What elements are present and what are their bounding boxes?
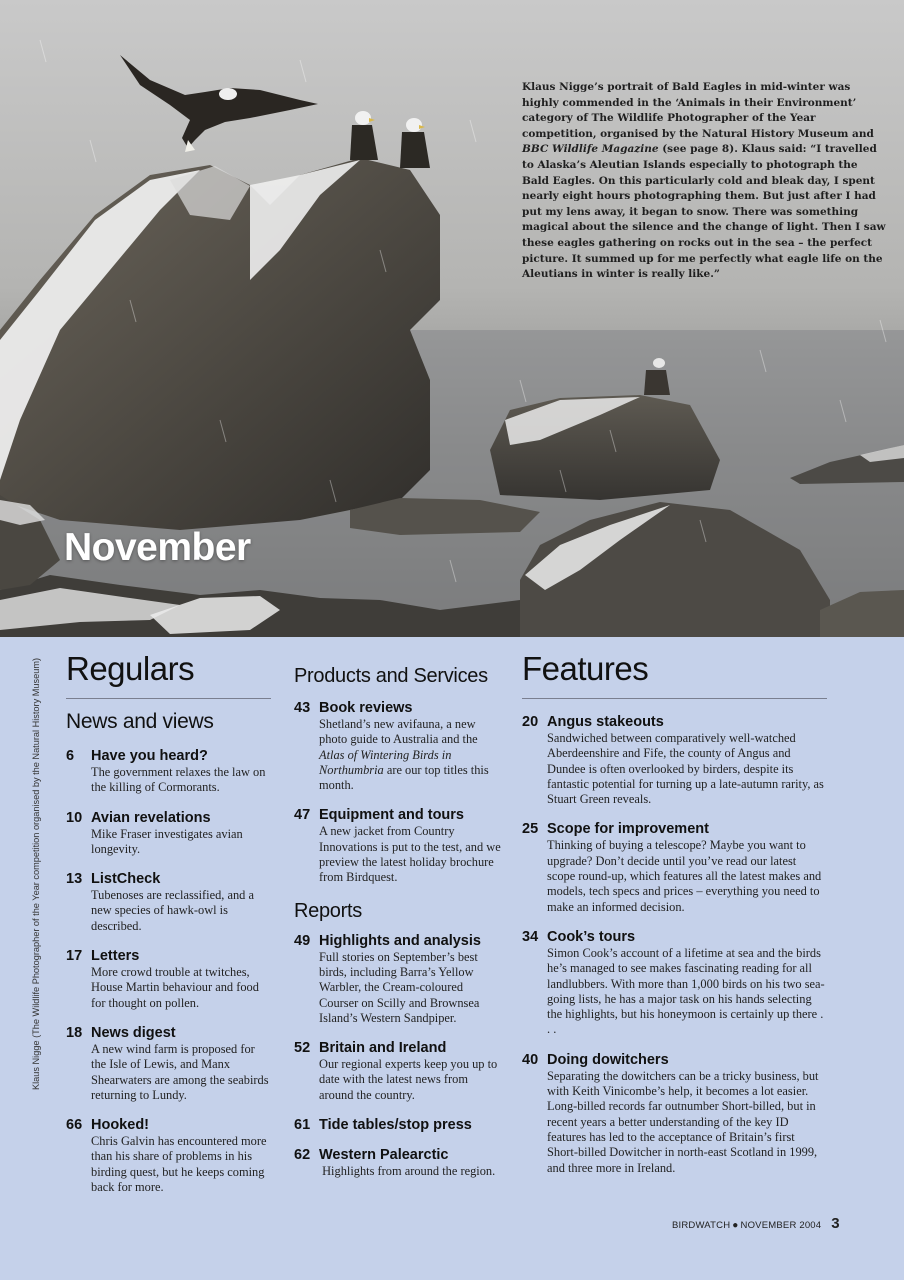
page-number: 10	[66, 809, 83, 826]
entry-description: Mike Fraser investigates avian longevity.	[91, 826, 243, 856]
entry-description: More crowd trouble at twitches, House Martin behaviour and food for thought on pollen.	[91, 965, 259, 1010]
contents-entry[interactable]	[66, 948, 271, 1011]
products-reports-column	[294, 650, 502, 1193]
contents-entry[interactable]	[294, 933, 502, 1026]
contents-entry[interactable]	[294, 1117, 502, 1134]
contents-entry[interactable]	[66, 810, 271, 858]
entry-title: ListCheck	[91, 871, 161, 888]
page-number: 34	[522, 928, 539, 945]
photo-caption: Klaus Nigge’s portrait of Bald Eagles in mid-winter was highly commended in the ‘Animals in their Environment’ category of The Wildlife Photographer of the Year competition, organised by the Natural History Museum and BBC Wildlife Magazine (see page 8). Klaus said: “I travelled to Alaska’s Aleutian Islands especially to photograph the Bald Eagles. On this particularly cold and bleak day, I spent nearly eight hours photographing them. But just after I had put my lens away, it began to snow. There was something magical about the silence and the change of light. Then I saw these eagles gathering on rocks out in the sea – the perfect picture. It summed up for me perfectly what eagle life on the Aleutians in winter is really like.”	[522, 81, 886, 281]
entry-title: Western Palearctic	[319, 1147, 449, 1164]
page-number: 40	[522, 1051, 539, 1068]
regulars-heading: Regulars	[66, 650, 271, 699]
features-column	[522, 650, 827, 1190]
entry-title: Highlights and analysis	[319, 932, 481, 949]
entry-description: Our regional experts keep you up to date with the latest news from around the country.	[319, 1057, 498, 1102]
contents-entry[interactable]	[294, 1040, 502, 1103]
contents-entry[interactable]	[294, 807, 502, 885]
contents-entry[interactable]	[294, 700, 502, 793]
magazine-name: BBC Wildlife Magazine	[522, 143, 659, 156]
contents-entry[interactable]	[522, 1052, 827, 1176]
entry-title: Hooked!	[91, 1117, 149, 1134]
page-number: 49	[294, 932, 311, 949]
page-number: 61	[294, 1117, 311, 1134]
contents-entry[interactable]	[294, 1147, 502, 1179]
news-and-views-heading: News and views	[66, 710, 214, 733]
entry-description: Simon Cook’s account of a lifetime at sea and the birds he’s managed to see makes fascinating reading for all landlubbers. With more than 1,000 birds on his two sea-going lists, he has a major task on his hands selecting the highlights, but his honeymoon is certainly up there . . .	[547, 945, 825, 1037]
entry-title: Letters	[91, 948, 140, 965]
entry-title: Doing dowitchers	[547, 1051, 669, 1068]
entry-description: Tubenoses are reclassified, and a new species of hawk-owl is described.	[91, 888, 254, 933]
contents-entry[interactable]	[66, 748, 271, 796]
page-number: 66	[66, 1117, 83, 1134]
entry-title: Equipment and tours	[319, 807, 464, 824]
page-number: 17	[66, 948, 83, 965]
entry-description: Highlights from around the region.	[319, 1164, 496, 1179]
issue-date: NOVEMBER 2004	[740, 1220, 822, 1231]
entry-title: Have you heard?	[91, 748, 208, 764]
page-number: 13	[66, 871, 83, 888]
entry-title: Scope for improvement	[547, 821, 709, 838]
page-number: 62	[294, 1147, 311, 1164]
entry-title: Angus stakeouts	[547, 714, 664, 730]
entry-title: Book reviews	[319, 700, 413, 716]
entry-title: News digest	[91, 1024, 176, 1041]
photo-credit: Klaus Nigge (The Wildlife Photographer of the Year competition organised by the Natural History Museum)	[31, 657, 41, 1090]
page-number: 47	[294, 807, 311, 824]
products-heading: Products and Services	[294, 665, 488, 687]
page-number: 18	[66, 1024, 83, 1041]
contents-entry[interactable]	[66, 1117, 271, 1195]
regulars-column	[66, 650, 271, 1209]
entry-title: Avian revelations	[91, 809, 211, 826]
page-number: 43	[294, 700, 311, 716]
entry-description: Sandwiched between comparatively well-watched Aberdeenshire and Fife, the county of Angus and Dundee is often overlooked by birders, despite its fantastic potential for turning up a late-autumn rarity, as Stuart Green reveals.	[547, 731, 824, 807]
cover-photo	[0, 0, 904, 637]
entry-description: A new wind farm is proposed for the Isle of Lewis, and Manx Shearwaters are among the seabirds returning to Lundy.	[91, 1041, 269, 1102]
entry-description: A new jacket from Country Innovations is put to the test, and we preview the latest holiday brochure from Birdquest.	[319, 824, 501, 885]
entry-title: Tide tables/stop press	[319, 1117, 472, 1134]
entry-title: Britain and Ireland	[319, 1040, 447, 1057]
entry-description: Chris Galvin has encountered more than his share of problems in his birding quest, but he keeps coming back for more.	[91, 1134, 267, 1195]
book-title: Atlas of Wintering Birds in Northumbria	[319, 747, 452, 777]
contents-entry[interactable]	[522, 821, 827, 914]
entry-description: Shetland’s new avifauna, a new photo guide to Australia and the Atlas of Wintering Birds in Northumbria are our top titles this month.	[319, 717, 489, 793]
entry-description: The government relaxes the law on the killing of Cormorants.	[91, 765, 266, 795]
page-number: 6	[66, 748, 75, 764]
contents-entry[interactable]	[66, 1025, 271, 1103]
contents-entry[interactable]	[66, 871, 271, 934]
page-footer	[672, 1215, 840, 1232]
contents-entry[interactable]	[522, 929, 827, 1038]
reports-heading: Reports	[294, 899, 362, 922]
page-number: 52	[294, 1040, 311, 1057]
entry-description: Thinking of buying a telescope? Maybe you want to upgrade? Don’t decide until you’ve read our latest scope round-up, which features all the latest makes and models, tech specs and prices – everything you need to make an informed decision.	[547, 838, 822, 914]
entry-title: Cook’s tours	[547, 928, 636, 945]
entry-description: Full stories on September’s best birds, including Barra’s Yellow Warbler, the Cream-coloured Courser on Scilly and Brownsea Island’s Western Sandpiper.	[319, 949, 480, 1025]
entry-description: Separating the dowitchers can be a tricky business, but with Keith Vinicombe’s help, it becomes a lot easier. Long-billed records far outnumber Short-billed, but in recent years a better understanding of the key ID features has led to the acceptance of Britain’s first Short-billed Dowitcher in north-east Scotland in 1999, and three more in Ireland.	[547, 1068, 819, 1175]
separator-dot-icon: ●	[732, 1220, 739, 1231]
page-number: 20	[522, 714, 539, 730]
magazine-name-footer: BIRDWATCH	[672, 1220, 731, 1231]
contents-entry[interactable]	[522, 714, 827, 807]
page-number: 25	[522, 821, 539, 838]
features-heading: Features	[522, 650, 827, 699]
issue-month-title: November	[64, 526, 251, 569]
page-number-footer: 3	[831, 1215, 840, 1232]
